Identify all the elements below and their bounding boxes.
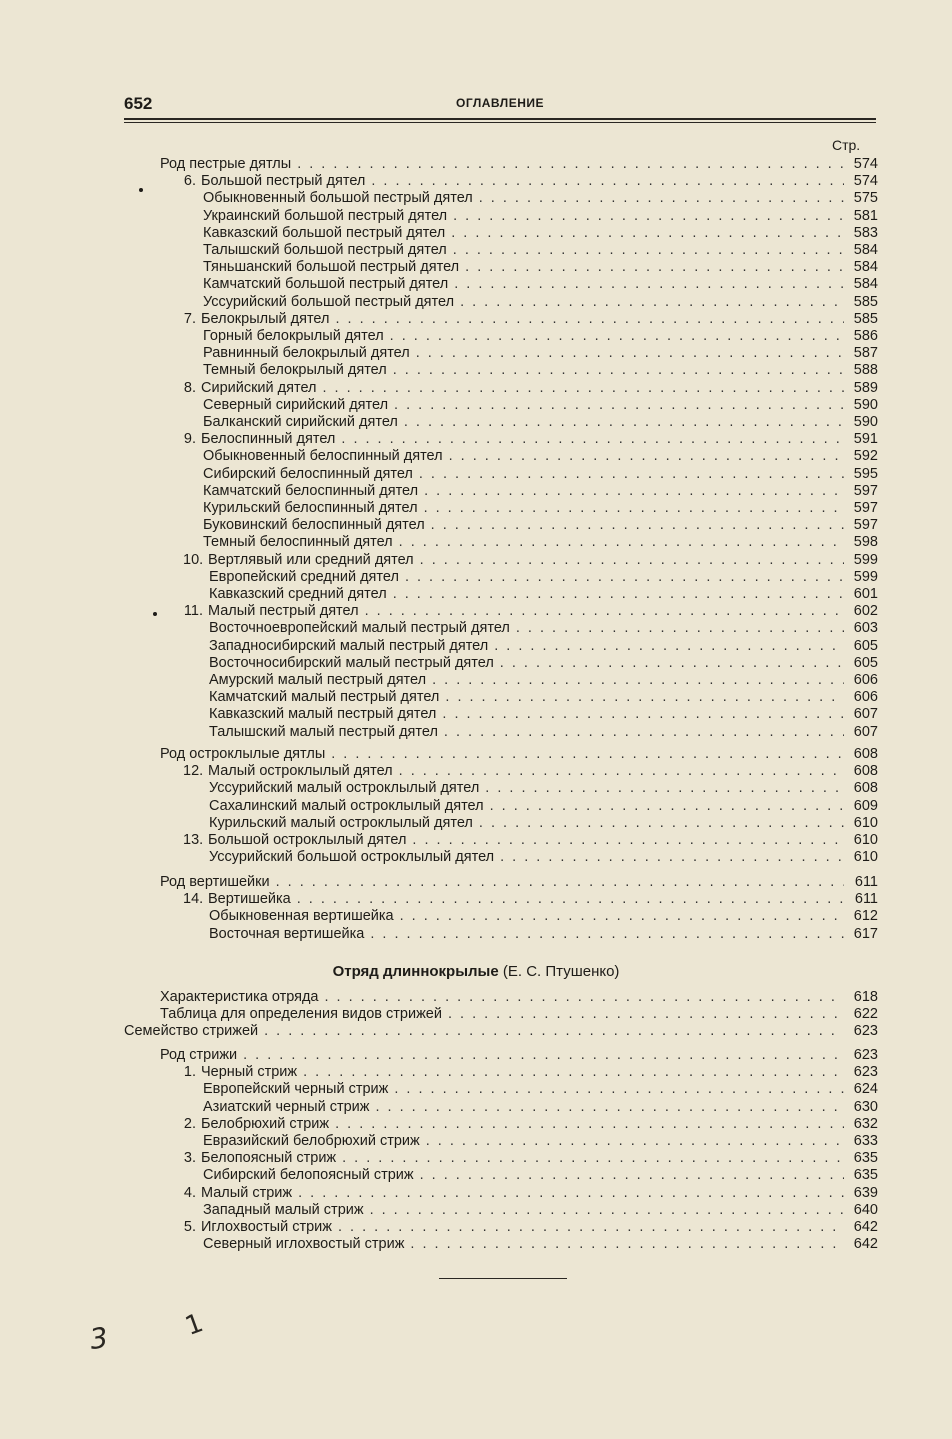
entry-title: Камчатский малый пестрый дятел	[209, 689, 440, 706]
entry-page-number: 574	[853, 156, 878, 172]
entry-page-number: 574	[853, 173, 878, 190]
toc-entry	[203, 534, 878, 551]
entry-page-number: 598	[853, 534, 878, 551]
toc-entry	[160, 874, 878, 891]
dot-leader	[453, 242, 844, 259]
entry-title: Обыкновенный белоспинный дятел	[203, 448, 443, 465]
section-heading	[0, 963, 952, 980]
dot-leader	[451, 225, 844, 242]
entry-title: Малый стриж	[201, 1184, 293, 1201]
entry-title: Сибирский белопоясный стриж	[203, 1167, 414, 1184]
dot-leader	[416, 345, 844, 362]
entry-page-number: 603	[853, 620, 878, 637]
page-number: 652	[124, 94, 153, 113]
toc-entry	[203, 208, 878, 225]
toc-entry	[203, 225, 878, 242]
entry-page-number: 640	[853, 1201, 878, 1218]
dot-leader	[453, 208, 844, 225]
toc-entry	[203, 448, 878, 465]
entry-page-number: 581	[853, 207, 878, 224]
entry-title: Западный малый стриж	[203, 1201, 364, 1218]
toc-entry-species	[183, 603, 878, 620]
entry-title: Белопоясный стриж	[201, 1150, 337, 1167]
entry-title: Большой пестрый дятел	[201, 173, 366, 190]
entry-title: Кавказский большой пестрый дятел	[203, 224, 446, 241]
entry-number: 2.	[183, 1115, 196, 1132]
dot-leader	[342, 1150, 844, 1167]
dot-leader	[393, 362, 844, 379]
entry-number: 5.	[183, 1219, 196, 1235]
dot-leader	[465, 259, 844, 276]
entry-page-number: 622	[853, 1006, 878, 1023]
dot-leader	[375, 1099, 844, 1116]
entry-page-number: 608	[853, 746, 878, 762]
dot-leader	[243, 1047, 844, 1064]
toc-entry-species	[183, 891, 878, 908]
entry-page-number: 623	[853, 1064, 878, 1081]
entry-title: Северный сирийский дятел	[203, 396, 389, 413]
entry-page-number: 633	[853, 1133, 878, 1149]
entry-title: Балканский сирийский дятел	[203, 414, 398, 430]
entry-page-number: 575	[853, 190, 878, 207]
entry-title: Западносибирский малый пестрый дятел	[209, 637, 489, 654]
entry-title: Род стрижи	[160, 1047, 238, 1063]
header-rule-thin	[124, 122, 876, 123]
entry-title: Кавказский средний дятел	[209, 586, 387, 602]
dot-leader	[516, 620, 844, 637]
dot-leader	[410, 1236, 844, 1253]
toc-entry	[203, 1133, 878, 1150]
entry-title: Уссурийский большой остроклылый дятел	[209, 849, 495, 866]
entry-title: Сибирский белоспинный дятел	[203, 465, 413, 482]
dot-leader	[419, 466, 844, 483]
toc-entry	[209, 638, 878, 655]
dot-leader	[420, 1167, 844, 1184]
dot-leader	[370, 1202, 844, 1219]
entry-title: Равнинный белокрылый дятел	[203, 345, 410, 362]
margin-dot	[139, 188, 143, 192]
entry-page-number: 606	[853, 689, 878, 706]
entry-page-number: 635	[853, 1150, 878, 1167]
toc-entry	[209, 815, 878, 832]
toc-entry	[203, 1099, 878, 1116]
dot-leader	[424, 483, 844, 500]
entry-page-number: 606	[853, 672, 878, 688]
dot-leader	[297, 891, 844, 908]
entry-page-number: 605	[853, 654, 878, 671]
toc-entry	[203, 242, 878, 259]
entry-title: Камчатский большой пестрый дятел	[203, 276, 449, 293]
toc-entry	[160, 156, 878, 173]
section-author: (Е. С. Птушенко)	[498, 963, 620, 980]
entry-title: Восточная вертишейка	[209, 925, 365, 942]
dot-leader	[449, 448, 844, 465]
entry-title: Характеристика отряда	[160, 989, 319, 1005]
entry-page-number: 591	[853, 431, 878, 448]
toc-entry	[203, 1202, 878, 1219]
entry-page-number: 607	[853, 723, 878, 740]
entry-number: 4.	[183, 1184, 196, 1201]
dot-leader	[276, 874, 844, 891]
toc-entry	[203, 414, 878, 431]
dot-leader	[335, 311, 844, 328]
entry-page-number: 589	[853, 379, 878, 396]
entry-title: Буковинский белоспинный дятел	[203, 517, 425, 534]
dot-leader	[500, 655, 844, 672]
toc-entry	[203, 276, 878, 293]
entry-title: Горный белокрылый дятел	[203, 328, 384, 344]
header-rule-thick	[124, 118, 876, 120]
page-header	[124, 94, 876, 116]
entry-page-number: 605	[853, 637, 878, 654]
toc-entry	[209, 672, 878, 689]
end-rule	[439, 1278, 567, 1279]
entry-title: Обыкновенная вертишейка	[209, 908, 394, 925]
section-title: Отряд длиннокрылые	[332, 963, 499, 980]
entry-page-number: 584	[853, 242, 878, 258]
dot-leader	[424, 500, 844, 517]
entry-page-number: 608	[853, 780, 878, 797]
entry-number: 7.	[183, 310, 196, 327]
toc-entry	[209, 569, 878, 586]
entry-page-number: 590	[853, 396, 878, 413]
entry-title: Сахалинский малый остроклылый дятел	[209, 797, 484, 814]
entry-title: Иглохвостый стриж	[201, 1219, 332, 1235]
toc-entry-species	[176, 1064, 878, 1081]
toc-entry	[203, 345, 878, 362]
toc-entry	[160, 1047, 878, 1064]
dot-leader	[393, 586, 844, 603]
dot-leader	[400, 908, 844, 925]
entry-title: Европейский черный стриж	[203, 1081, 389, 1098]
entry-title: Талышский большой пестрый дятел	[203, 242, 447, 258]
dot-leader	[479, 815, 844, 832]
dot-leader	[338, 1219, 844, 1236]
dot-leader	[335, 1116, 844, 1133]
entry-title: Курильский малый остроклылый дятел	[209, 814, 473, 831]
entry-title: Белоспинный дятел	[201, 431, 336, 448]
entry-page-number: 612	[853, 908, 878, 925]
entry-page-number: 583	[853, 224, 878, 241]
dot-leader	[442, 706, 844, 723]
dot-leader	[331, 746, 844, 763]
toc-entry-species	[176, 380, 878, 397]
entry-title: Вертишейка	[208, 891, 291, 908]
toc-entry	[160, 746, 878, 763]
toc-entry-species	[176, 431, 878, 448]
dot-leader	[404, 414, 844, 431]
entry-page-number: 635	[853, 1167, 878, 1184]
dot-leader	[341, 431, 844, 448]
entry-title: Семейство стрижей	[124, 1023, 259, 1040]
entry-title: Темный белокрылый дятел	[203, 362, 387, 379]
running-head: ОГЛАВЛЕНИЕ	[455, 96, 544, 110]
entry-page-number: 630	[853, 1098, 878, 1115]
dot-leader	[420, 552, 844, 569]
toc-entry-species	[176, 1219, 878, 1236]
toc-entry	[209, 926, 878, 943]
entry-page-number: 642	[853, 1236, 878, 1253]
dot-leader	[298, 1185, 844, 1202]
entry-number: 6.	[183, 173, 196, 190]
entry-page-number: 608	[853, 763, 878, 780]
entry-page-number: 623	[853, 1023, 878, 1040]
toc-entry	[160, 1006, 878, 1023]
toc-entry-species	[176, 1185, 878, 1202]
entry-page-number: 599	[853, 568, 878, 585]
entry-title: Род пестрые дятлы	[160, 156, 292, 172]
entry-page-number: 610	[853, 832, 878, 848]
dot-leader	[399, 763, 844, 780]
entry-number: 3.	[183, 1150, 196, 1167]
toc-entry	[209, 706, 878, 723]
dot-leader	[485, 780, 844, 797]
entry-title: Европейский средний дятел	[209, 568, 399, 585]
toc-entry-species	[176, 311, 878, 328]
entry-page-number: 642	[853, 1219, 878, 1235]
dot-leader	[431, 517, 844, 534]
entry-page-number: 617	[853, 925, 878, 942]
toc-entry	[124, 1023, 878, 1040]
toc-entry-species	[176, 1116, 878, 1133]
dot-leader	[297, 156, 844, 173]
entry-page-number: 597	[853, 482, 878, 499]
dot-leader	[445, 689, 844, 706]
entry-title: Талышский малый пестрый дятел	[209, 723, 438, 740]
entry-title: Евразийский белобрюхий стриж	[203, 1133, 420, 1149]
toc-entry	[209, 780, 878, 797]
toc-entry	[203, 362, 878, 379]
dot-leader	[426, 1133, 844, 1150]
entry-page-number: 588	[853, 362, 878, 379]
entry-page-number: 597	[853, 500, 878, 516]
entry-page-number: 624	[853, 1081, 878, 1098]
entry-title: Северный иглохвостый стриж	[203, 1236, 405, 1253]
entry-title: Темный белоспинный дятел	[203, 534, 393, 551]
entry-title: Малый остроклылый дятел	[208, 763, 393, 780]
dot-leader	[460, 294, 844, 311]
toc-entry-species	[183, 552, 878, 569]
entry-page-number: 610	[853, 814, 878, 831]
dot-leader	[444, 724, 844, 741]
handwritten-mark: 3	[87, 1320, 111, 1357]
entry-title: Белокрылый дятел	[201, 310, 330, 327]
toc-entry	[203, 397, 878, 414]
entry-number: 10.	[183, 551, 204, 568]
entry-title: Восточноевропейский малый пестрый дятел	[209, 620, 510, 637]
toc-entry	[209, 724, 878, 741]
entry-title: Белобрюхий стриж	[201, 1115, 330, 1132]
entry-title: Род остроклылые дятлы	[160, 746, 326, 762]
toc-entry	[160, 989, 878, 1006]
entry-page-number: 587	[853, 345, 878, 362]
entry-title: Вертлявый или средний дятел	[208, 551, 414, 568]
entry-page-number: 607	[853, 706, 878, 723]
toc-entry	[209, 908, 878, 925]
toc-entry	[209, 655, 878, 672]
entry-page-number: 585	[853, 310, 878, 327]
entry-page-number: 586	[853, 328, 878, 344]
entry-page-number: 632	[853, 1115, 878, 1132]
entry-page-number: 611	[854, 891, 878, 908]
dot-leader	[490, 798, 844, 815]
entry-page-number: 585	[853, 293, 878, 310]
toc-entry-species	[183, 763, 878, 780]
entry-number: 14.	[183, 891, 204, 908]
entry-page-number: 618	[853, 989, 878, 1005]
entry-page-number: 639	[853, 1184, 878, 1201]
toc-entry	[209, 689, 878, 706]
toc-entry	[203, 517, 878, 534]
dot-leader	[371, 173, 844, 190]
entry-title: Обыкновенный большой пестрый дятел	[203, 190, 473, 207]
entry-page-number: 602	[853, 603, 878, 620]
entry-number: 8.	[183, 379, 196, 396]
toc-entry-species	[183, 832, 878, 849]
toc-entry	[203, 483, 878, 500]
entry-page-number: 610	[853, 849, 878, 866]
entry-title: Восточносибирский малый пестрый дятел	[209, 654, 494, 671]
toc-entry	[203, 328, 878, 345]
dot-leader	[390, 328, 844, 345]
entry-number: 12.	[183, 763, 204, 780]
entry-number: 13.	[183, 832, 204, 848]
entry-page-number: 584	[853, 259, 878, 276]
dot-leader	[454, 276, 844, 293]
toc-entry	[203, 259, 878, 276]
dot-leader	[365, 603, 844, 620]
dot-leader	[500, 849, 844, 866]
entry-page-number: 592	[853, 448, 878, 465]
dot-leader	[370, 926, 844, 943]
toc-entry	[203, 1167, 878, 1184]
entry-page-number: 597	[853, 517, 878, 534]
toc-entry	[203, 294, 878, 311]
entry-title: Род вертишейки	[160, 874, 270, 890]
dot-leader	[323, 380, 845, 397]
entry-page-number: 601	[853, 586, 878, 602]
entry-title: Кавказский малый пестрый дятел	[209, 706, 437, 723]
entry-title: Уссурийский большой пестрый дятел	[203, 293, 455, 310]
dot-leader	[264, 1023, 844, 1040]
dot-leader	[394, 397, 844, 414]
toc-entry	[203, 466, 878, 483]
entry-title: Украинский большой пестрый дятел	[203, 207, 448, 224]
entry-page-number: 609	[853, 797, 878, 814]
dot-leader	[325, 989, 845, 1006]
handwritten-mark: 1	[181, 1308, 208, 1342]
dot-leader	[432, 672, 844, 689]
toc-entry	[203, 1081, 878, 1098]
entry-title: Курильский белоспинный дятел	[203, 500, 418, 516]
entry-title: Большой остроклылый дятел	[208, 832, 407, 848]
entry-page-number: 611	[854, 874, 878, 890]
toc-entry	[209, 849, 878, 866]
dot-leader	[412, 832, 844, 849]
toc-entry	[209, 586, 878, 603]
entry-title: Камчатский белоспинный дятел	[203, 482, 419, 499]
entry-page-number: 595	[853, 465, 878, 482]
entry-page-number: 599	[853, 551, 878, 568]
dot-leader	[479, 190, 844, 207]
entry-number: 9.	[183, 431, 196, 448]
toc-entry	[203, 500, 878, 517]
entry-title: Таблица для определения видов стрижей	[160, 1006, 442, 1023]
dot-leader	[399, 534, 844, 551]
dot-leader	[448, 1006, 844, 1023]
entry-title: Сирийский дятел	[201, 379, 317, 396]
dot-leader	[394, 1081, 844, 1098]
toc-entry	[203, 1236, 878, 1253]
toc-entry-species	[176, 1150, 878, 1167]
toc-entry	[203, 190, 878, 207]
entry-title: Уссурийский малый остроклылый дятел	[209, 780, 480, 797]
entry-title: Амурский малый пестрый дятел	[209, 672, 427, 688]
dot-leader	[405, 569, 844, 586]
entry-title: Тяньшанский большой пестрый дятел	[203, 259, 460, 276]
entry-page-number: 590	[853, 414, 878, 430]
entry-page-number: 623	[853, 1047, 878, 1063]
toc-entry	[209, 798, 878, 815]
margin-dot	[153, 612, 157, 616]
entry-page-number: 584	[853, 276, 878, 293]
entry-number: 1.	[183, 1064, 196, 1081]
entry-title: Азиатский черный стриж	[203, 1098, 370, 1115]
page-column-header: Стр.	[832, 137, 861, 153]
entry-title: Черный стриж	[201, 1064, 298, 1081]
entry-title: Малый пестрый дятел	[208, 603, 359, 620]
toc-entry	[209, 620, 878, 637]
dot-leader	[303, 1064, 844, 1081]
dot-leader	[494, 638, 844, 655]
toc-entry-species	[176, 173, 878, 190]
entry-number: 11.	[183, 603, 203, 620]
